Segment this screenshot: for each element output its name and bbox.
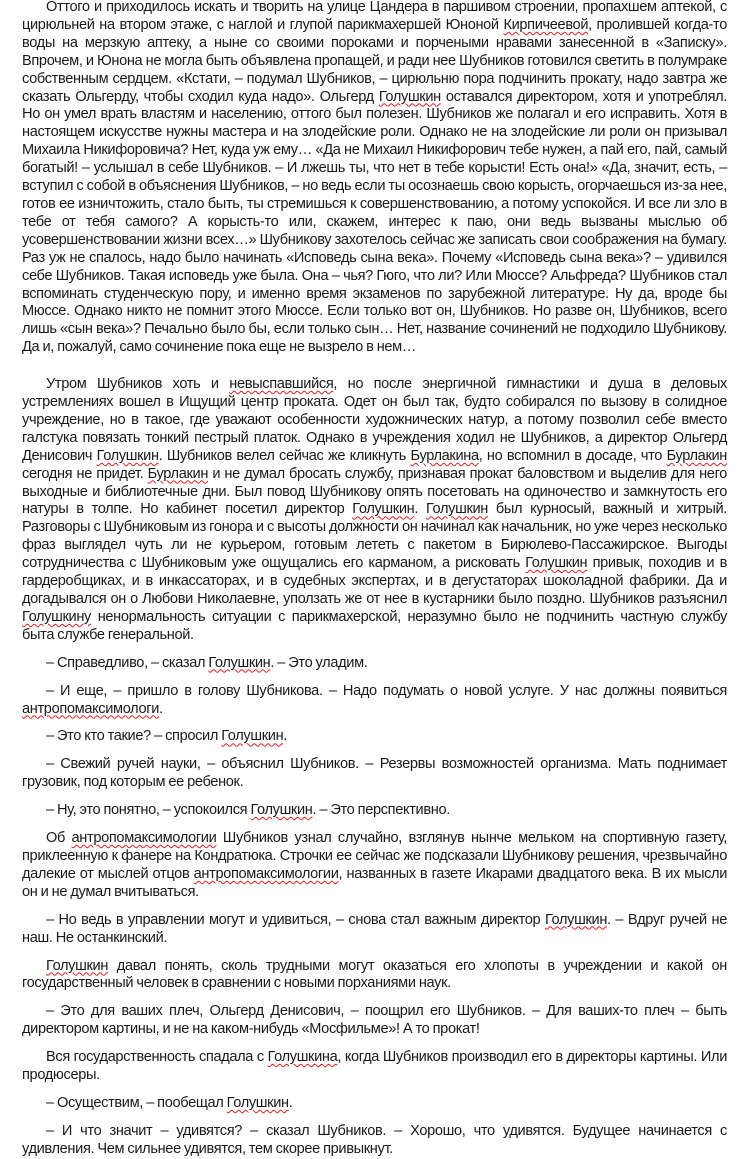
- paragraph: [22, 1095, 727, 1113]
- misspelled-word[interactable]: Голушкин: [352, 501, 415, 518]
- misspelled-word[interactable]: Голушкин: [226, 1094, 289, 1111]
- paragraph: [22, 958, 727, 994]
- text-run: , но вспомнил в досаде, что: [478, 447, 667, 464]
- text-run: – Но ведь в управлении могут и удивиться, – снова стал важным директор: [46, 911, 545, 928]
- paragraph: [22, 912, 727, 948]
- text-run: – И что значит – удивятся? – сказал Шубников. – Хорошо, что удивятся. Будущее начинается с удивления. Чем сильнее удивятся, тем скорее привыкнут.: [22, 1122, 727, 1157]
- misspelled-word[interactable]: Бурлакин: [147, 465, 209, 482]
- text-run: – Это кто такие? – спросил: [46, 728, 222, 745]
- text-run: – Ну, это понятно, – успокоился: [46, 802, 251, 819]
- text-run: .: [159, 700, 163, 717]
- text-run: , названных в газете Икарами двадцатого века. В их мысли он и не думал вчитываться.: [22, 865, 727, 900]
- text-run: Оттого и приходилось искать и творить на улице Цандера в паршивом строении, пропахшем аптекой, с цирюльней на втором этаже, с наглой и глупой парикмахершей Юноной: [22, 0, 727, 33]
- text-run: Утром Шубников хоть и: [46, 376, 230, 393]
- text-run: – Свежий ручей науки, – объяснил Шубников. – Резервы возможностей организма. Мать поднимает грузовик, под которым ее ребенок.: [22, 756, 727, 791]
- document-body[interactable]: [22, 0, 727, 1159]
- misspelled-word[interactable]: Голушкина: [267, 1049, 338, 1066]
- misspelled-word[interactable]: антропомаксимологии: [71, 830, 217, 847]
- misspelled-word[interactable]: Голушкин: [525, 555, 588, 572]
- misspelled-word[interactable]: Голушкин: [250, 802, 313, 819]
- misspelled-word[interactable]: Голушкин: [425, 501, 488, 518]
- misspelled-word[interactable]: антропомаксимологии: [193, 865, 339, 882]
- paragraph: [22, 0, 727, 357]
- paragraph: [22, 655, 727, 673]
- text-run: . – Вдруг ручей не наш. Не останкинский.: [22, 911, 727, 946]
- text-run: ненормальность ситуации с парикмахерской, неразумно было не подчинить частную службу быта службе генеральной.: [22, 608, 727, 643]
- misspelled-word[interactable]: Голушкин: [378, 88, 441, 105]
- text-run: оставался директором, хотя и употреблял. Но он умел врать властям и населению, оттого был полезен. Шубников же полагал и его исправить. Хотя в настоящем искусстве нужны мастера и на злодейские роли. Однако не на злодейские ли роли он призывал Михаила Никифоровича? Нет, куда уж ему… «Да не Михаил Никифорович тебе нужен, а пай его, пай, самый богатый! – услышал в себе Шубников. – И лжешь ты, что нет в тебе корысти! Есть она!» «Да, значит, есть, – вступил с собой в объяснения Шубников, – но ведь если ты осознаешь свою корысть, огорчаешься из-за нее, готов ее изничтожить, стало быть, ты стремишься к совершенствованию, а потому успокойся. И все ли зло в тебе от тебя самого? А корысть-то или, скажем, интерес к паю, они ведь вызваны мыслью об усовершенствовании жизни всех…» Шубникову захотелось сейчас же записать свои соображения на бумагу. Раз уж не спалось, надо было начинать «Исповедь сына века». Почему «Исповедь сына века»? – удивился себе Шубников. Такая исповедь уже была. Она – чья? Гюго, что ли? Или Мюссе? Альфреда? Шубников стал вспоминать студенческую пору, и именно время экзаменов по зарубежной литературе. Ну да, вроде бы Мюссе. Однако никто не помнит этого Мюссе. Если только вот он, Шубников. Но разве он, Шубников, всего лишь «сын века»? Печально было бы, если только сын… Нет, название сочинений не подходило Шубникову. Да и, пожалуй, само сочинение пока еще не вызрело в нем…: [22, 88, 728, 356]
- text-run: , пролившей когда-то воды на мерзкую аптеку, а ныне со своими пороками и порчеными нравами занесенной в «Записку». Впрочем, и Юнона не могла быть объявлена пропащей, и ради нее Шубников готовился светить в полумраке собственным сердцем. «Кстати, – подумал Шубников, – цирюльню пора подчинить прокату, надо завтра же сказать Ольгерду, чтобы сходил куда надо». Ольгерд: [22, 16, 727, 105]
- paragraph: [22, 376, 727, 645]
- text-run: . Шубников велел сейчас же кликнуть: [158, 447, 411, 464]
- text-run: Вся государственность спадала с: [46, 1049, 268, 1066]
- text-run: . – Это уладим.: [270, 654, 368, 671]
- text-run: – Справедливо, – сказал: [46, 654, 209, 671]
- text-run: .: [288, 1094, 293, 1111]
- paragraph: [22, 1003, 727, 1039]
- misspelled-word[interactable]: Голушкин: [544, 911, 608, 928]
- paragraph: [22, 1049, 727, 1085]
- misspelled-word[interactable]: невыспавшийся: [229, 376, 334, 393]
- text-run: . – Это перспективно.: [312, 802, 450, 819]
- misspelled-word[interactable]: антропомаксимологи: [22, 700, 160, 717]
- text-run: – Осуществим, – пообещал: [46, 1094, 227, 1111]
- misspelled-word[interactable]: Кирпичеевой: [503, 16, 589, 33]
- text-run: сегодня не придет.: [22, 465, 148, 482]
- text-run: давал понять, сколь трудными могут оказаться его хлопоты в учреждении и какой он государственный человек в сравнении с новыми порханиями наук.: [22, 957, 727, 992]
- text-run: – И еще, – пришло в голову Шубникова. – Надо подумать о новой услуге. У нас должны появиться: [46, 682, 727, 699]
- text-run: и не думал бросать службу, признавая прокат баловством и выделив для него выходные и библиотечные дни. Был повод Шубникову опять посетовать на одиночество и замкнутость его натуры в толпе. Но кабинет посетил директор: [22, 465, 727, 518]
- text-run: .: [414, 501, 426, 518]
- text-run: был курносый, важный и хитрый. Разговоры с Шубниковым из гонора и с высоты должности он начинал как начальник, но уже через несколько фраз выглядел чуть ли не курьером, готовым лететь с пакетом в Бирюлево-Пассажирское. Выгоды сотрудничества с Шубниковым уже ощущались его карманом, а рисковать: [22, 501, 727, 572]
- misspelled-word[interactable]: Голушкин: [208, 654, 271, 671]
- paragraph: [22, 683, 727, 719]
- paragraph: [22, 830, 727, 902]
- text-run: – Это для ваших плеч, Ольгерд Денисович, – поощрил его Шубников. – Для ваших-то плеч – быть директором картины, и не на каком-нибудь «Мосфильме»! А то прокат!: [22, 1003, 727, 1038]
- misspelled-word[interactable]: Голушкин: [221, 728, 284, 745]
- text-run: , когда Шубников производил его в директоры картины. Или продюсеры.: [22, 1049, 727, 1084]
- paragraph: [22, 802, 727, 820]
- paragraph: [22, 1123, 727, 1159]
- misspelled-word[interactable]: Бурлакин: [666, 447, 727, 464]
- paragraph: [22, 756, 727, 792]
- text-run: привык, походив и в гардеробщиках, и в инкассаторах, и в судебных экспертах, и в дегустаторах шоколадной фабрики. Да и догадывался он о Любови Николаевне, уползать же от нее в кустарники было поздно. Шубников разъяснил: [22, 555, 727, 607]
- text-run: , но после энергичной гимнастики и душа в деловых устремлениях вошел в Ищущий центр проката. Одет он был так, будто собирался по вызову в солидное учреждение, но в такое, где уважают особенности художнических натур, а потому позволил себе вместо галстука повязать тонкий пестрый платок. Однако в учреждения ходил не Шубников, а директор Ольгерд Денисович: [22, 376, 727, 464]
- misspelled-word[interactable]: Голушкину: [22, 608, 91, 625]
- paragraph: [22, 728, 727, 746]
- text-run: Шубников узнал случайно, взглянув нынче мельком на спортивную газету, приклеенную к фанере на Кондратюка. Строчки ее сейчас же подсказали Шубникову решения, чрезвычайно далекие от мыслей отцов: [22, 830, 728, 882]
- text-run: Об: [46, 830, 72, 847]
- misspelled-word[interactable]: Бурлакина: [410, 447, 479, 464]
- misspelled-word[interactable]: Голушкин: [96, 447, 159, 464]
- text-run: .: [283, 728, 287, 745]
- misspelled-word[interactable]: Голушкин: [46, 957, 109, 974]
